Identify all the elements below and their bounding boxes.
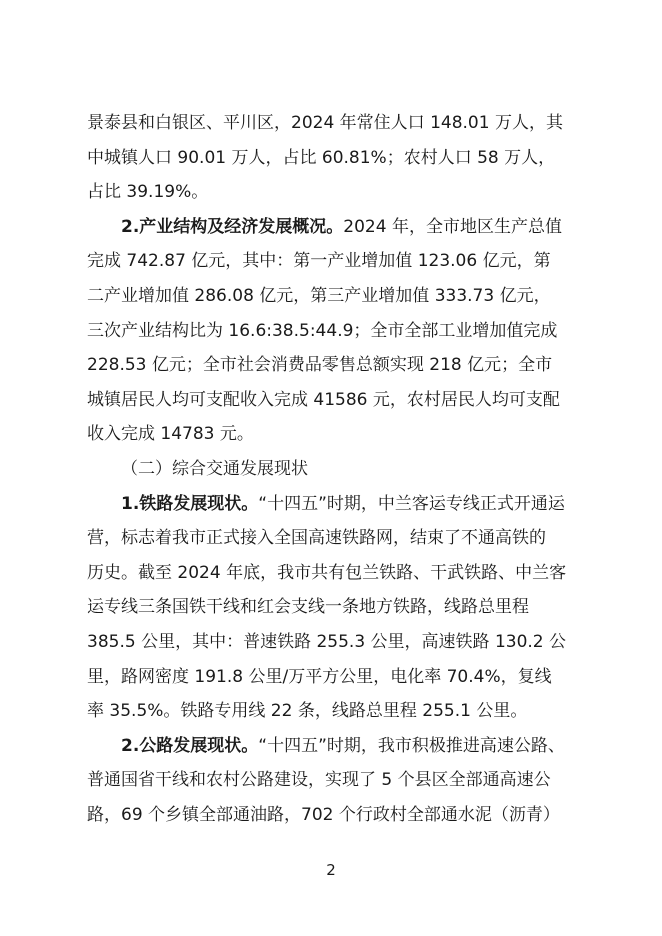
document-body xyxy=(87,106,577,832)
text-line: 营，标志着我市正式接入全国高速铁路网，结束了不通高铁的 xyxy=(87,528,546,549)
text-line: 路，69 个乡镇全部通油路，702 个行政村全部通水泥（沥青） xyxy=(87,804,560,825)
text-line: 景泰县和白银区、平川区，2024 年常住人口 148.01 万人，其 xyxy=(87,113,563,133)
text-line: 率 35.5%。铁路专用线 22 条，线路总里程 255.1 公里。 xyxy=(87,701,528,722)
paragraph-population xyxy=(87,106,577,210)
text-line: 里，路网密度 191.8 公里/万平方公里，电化率 70.4%，复线 xyxy=(87,666,552,687)
paragraph-heading: 2.公路发展现状。 xyxy=(121,735,259,756)
text-line: 城镇居民人均可支配收入完成 41586 元，农村居民人均可支配 xyxy=(87,389,560,410)
text-line: 二产业增加值 286.08 亿元，第三产业增加值 333.73 亿元， xyxy=(87,285,551,306)
paragraph-economy xyxy=(87,210,577,452)
paragraph-railway xyxy=(87,487,577,729)
text-line: 完成 742.87 亿元，其中：第一产业增加值 123.06 亿元，第 xyxy=(87,251,551,272)
paragraph-text: 2024 年，全市地区生产总值 xyxy=(343,216,562,237)
text-line: 收入完成 14783 元。 xyxy=(87,424,254,445)
paragraph-heading: 2.产业结构及经济发展概况。 xyxy=(121,216,344,237)
text-line: 228.53 亿元；全市社会消费品零售总额实现 218 亿元；全市 xyxy=(87,355,553,376)
text-line: 中城镇人口 90.01 万人，占比 60.81%；农村人口 58 万人， xyxy=(87,147,556,168)
text-line: 运专线三条国铁干线和红会支线一条地方铁路，线路总里程 xyxy=(87,597,529,618)
paragraph-text: “十四五”时期，中兰客运专线正式开通运 xyxy=(258,493,565,514)
text-line xyxy=(87,487,577,522)
text-line: 三次产业结构比为 16.6:38.5:44.9；全市全部工业增加值完成 xyxy=(87,320,558,341)
page-number: 2 xyxy=(326,861,336,879)
text-line: 历史。截至 2024 年底，我市共有包兰铁路、干武铁路、中兰客 xyxy=(87,562,567,583)
section-title: （二）综合交通发展现状 xyxy=(121,458,308,479)
paragraph-heading: 1.铁路发展现状。 xyxy=(121,493,259,514)
text-line xyxy=(87,210,577,245)
text-line: 385.5 公里，其中：普速铁路 255.3 公里，高速铁路 130.2 公 xyxy=(87,631,567,652)
text-line xyxy=(87,729,577,764)
text-line: 占比 39.19%。 xyxy=(87,182,209,203)
text-line: 普通国省干线和农村公路建设，实现了 5 个县区全部通高速公 xyxy=(87,770,551,791)
paragraph-text: “十四五”时期，我市积极推进高速公路、 xyxy=(258,735,565,756)
paragraph-highway xyxy=(87,729,577,833)
